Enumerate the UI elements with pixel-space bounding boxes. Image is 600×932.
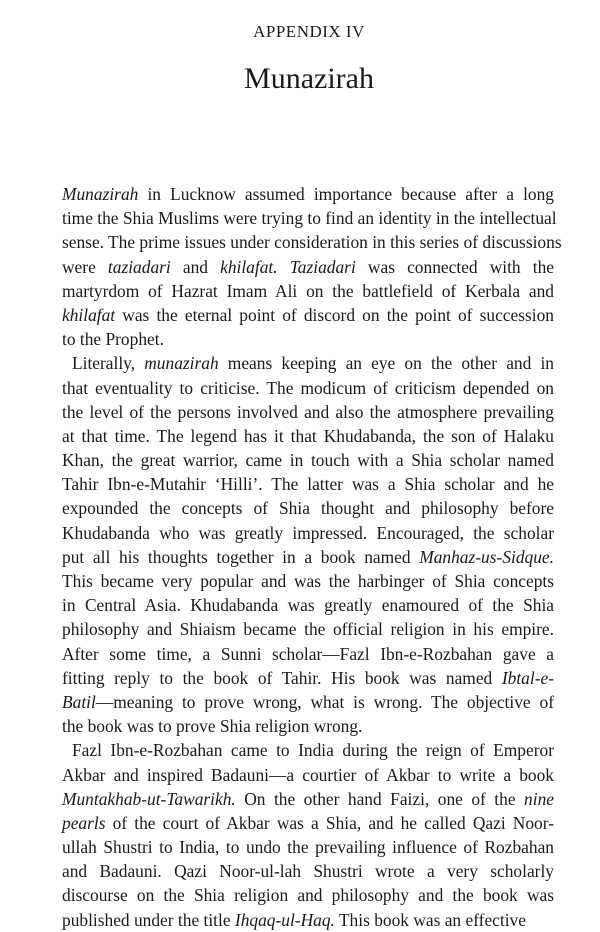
italic-term: khilafat. Taziadari: [220, 256, 356, 277]
text-line: [62, 327, 554, 351]
text-run: On the other hand Faizi, one of the: [235, 788, 525, 809]
text-line: [62, 521, 554, 545]
text-run: means keeping an eye on the other and in: [218, 353, 554, 374]
italic-term: pearls: [62, 812, 106, 833]
text-run: was the eternal point of discord on the point of succession: [115, 304, 554, 325]
text-run: time the Shia Muslims were trying to find an identity in the intellectual: [62, 208, 557, 229]
text-run: of the court of Akbar was a Shia, and he called Qazi Noor-: [105, 812, 554, 833]
text-run: Khan, the great warrior, came in touch with a Shia scholar named: [62, 450, 554, 471]
italic-term: Manhaz-us-Sidque.: [419, 546, 554, 567]
text-run: was connected with the: [355, 256, 554, 277]
text-run: were: [62, 256, 108, 277]
text-run: Tahir Ibn-e-Mutahir ‘Hilli’. The latter was a Shia scholar and he: [62, 474, 554, 495]
text-run: Literally,: [72, 353, 145, 374]
text-line: [62, 230, 562, 254]
italic-term: Muntakhab-ut-Tawarikh.: [62, 788, 236, 809]
text-run: expounded the concepts of Shia thought and philosophy before: [62, 498, 554, 519]
text-line: [62, 376, 554, 400]
text-line: [62, 859, 554, 883]
text-line: [62, 303, 554, 327]
text-line: [62, 472, 554, 496]
appendix-label: APPENDIX IV: [253, 22, 365, 41]
text-run: —meaning to prove wrong, what is wrong. The objective of: [95, 691, 554, 712]
text-line: [62, 835, 554, 859]
paragraph: [62, 738, 554, 932]
text-run: Akbar and inspired Badauni—a courtier of Akbar to write a book: [62, 764, 554, 785]
text-run: and Badauni. Qazi Noor-ul-lah Shustri wrote a very scholarly: [62, 861, 554, 882]
text-run: published under the title: [62, 909, 235, 930]
paragraph: [62, 182, 562, 351]
text-line: [62, 642, 554, 666]
text-line: [62, 569, 554, 593]
italic-term: khilafat: [62, 304, 116, 325]
text-run: Khudabanda who was greatly impressed. Encouraged, the scholar: [62, 522, 554, 543]
text-line: [62, 496, 554, 520]
text-run: that eventuality to criticise. The modicum of criticism depended on: [62, 377, 554, 398]
text-run: put all his thoughts together in a book named: [62, 546, 420, 567]
paragraph: [62, 351, 554, 738]
text-line: [62, 617, 554, 641]
italic-term: taziadari: [107, 256, 171, 277]
text-run: philosophy and Shiaism became the official religion in his empire.: [62, 619, 554, 640]
text-line: [62, 738, 554, 762]
text-run: in Central Asia. Khudabanda was greatly enamoured of the Shia: [62, 595, 554, 616]
italic-term: Ihqaq-ul-Haq.: [234, 909, 335, 930]
text-run: martyrdom of Hazrat Imam Ali on the battlefield of Kerbala and: [62, 280, 554, 301]
text-run: After some time, a Sunni scholar—Fazl Ibn-e-Rozbahan gave a: [62, 643, 554, 664]
text-run: fitting reply to the book of Tahir. His book was named: [62, 667, 502, 688]
text-run: in Lucknow assumed importance because after a long: [138, 184, 554, 204]
text-line: [62, 787, 554, 811]
text-run: ullah Shustri to India, to undo the prevailing influence of Rozbahan: [62, 837, 554, 858]
text-line: [62, 255, 554, 279]
italic-term: Batil: [62, 691, 96, 712]
text-line: [62, 182, 554, 206]
text-line: [62, 666, 554, 690]
text-line: [62, 424, 554, 448]
text-run: to the Prophet.: [62, 329, 164, 350]
text-run: Fazl Ibn-e-Rozbahan came to India during the reign of Emperor: [72, 740, 554, 761]
text-line: [62, 690, 554, 714]
text-run: the level of the persons involved and also the atmosphere prevailing: [62, 401, 554, 422]
text-run: sense. The prime issues under consideration in this series of discussions: [62, 232, 562, 253]
chapter-title: Munazirah: [244, 62, 374, 95]
italic-term: nine: [524, 788, 554, 809]
text-line: [62, 811, 554, 835]
text-line: [62, 714, 554, 738]
text-line: [62, 279, 554, 303]
italic-term: Ibtal-e-: [501, 667, 554, 688]
text-run: the book was to prove Shia religion wrong.: [62, 716, 363, 737]
text-run: This became very popular and was the harbinger of Shia concepts: [62, 571, 554, 591]
text-line: [62, 545, 554, 569]
text-run: at that time. The legend has it that Khudabanda, the son of Halaku: [62, 425, 554, 446]
italic-term: munazirah: [144, 353, 219, 374]
text-line: [62, 763, 554, 787]
text-line: [62, 400, 554, 424]
body-text: [62, 182, 562, 932]
text-line: [62, 448, 554, 472]
text-run: This book was an effective: [334, 909, 526, 930]
text-line: [62, 351, 554, 375]
text-line: [62, 593, 554, 617]
text-line: [62, 883, 554, 907]
text-run: discourse on the Shia religion and philosophy and the book was: [62, 885, 554, 906]
italic-term: Munazirah: [62, 184, 139, 204]
text-run: and: [170, 256, 221, 277]
text-line: [62, 206, 557, 230]
